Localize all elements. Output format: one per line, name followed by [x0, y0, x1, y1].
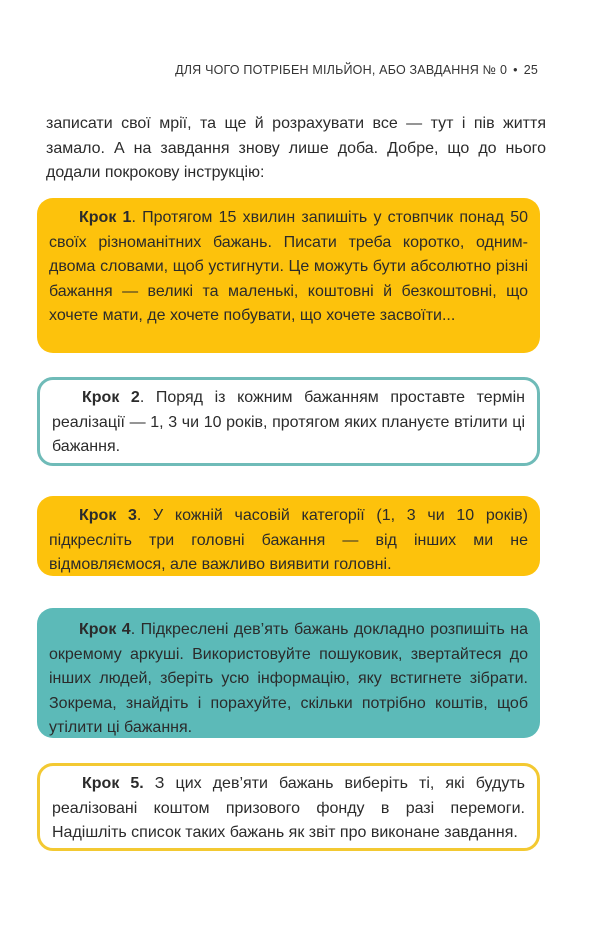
step-2-label: Крок 2: [82, 389, 140, 406]
step-4-box: [37, 608, 540, 738]
running-title: ДЛЯ ЧОГО ПОТРІБЕН МІЛЬЙОН, АБО ЗАВДАННЯ № 0: [175, 63, 508, 77]
step-3-label: Крок 3: [79, 507, 137, 524]
bullet-separator: •: [513, 63, 518, 77]
page-number: 25: [523, 63, 538, 77]
step-3-text: У кожній часовій категорії (1, 3 чи 10 років) підкресліть три головні бажання — від інших ми не відмовляємося, але важливо виявити головні.: [49, 507, 528, 573]
step-1-punct: .: [131, 209, 136, 226]
step-1-box: [37, 198, 540, 353]
intro-text: записати свої мрії, та ще й розрахувати все — тут і пів життя замало. А на завдання знову лише доба. Добре, що до нього додали покрокову інструкцію:: [46, 115, 546, 181]
step-3-box: [37, 496, 540, 576]
step-2-punct: .: [139, 389, 145, 406]
step-5-text: З цих дев’яти бажань виберіть ті, які будуть реалізовані коштом призового фонду в разі перемоги. Надішліть список таких бажань як звіт про виконане завдання.: [52, 775, 526, 841]
step-3-punct: .: [136, 507, 142, 524]
intro-paragraph: [46, 112, 546, 186]
running-head: [175, 63, 538, 77]
step-4-punct: .: [130, 621, 136, 638]
step-2-text: Поряд із кожним бажанням проставте термін реалізації — 1, 3 чи 10 років, протягом яких плануєте втілити ці бажання.: [52, 389, 525, 455]
step-5-box: [37, 763, 540, 851]
step-2-box: [37, 377, 540, 466]
step-1-label: Крок 1: [79, 209, 132, 226]
step-1-text: Протягом 15 хвилин запишіть у стовпчик понад 50 своїх різноманітних бажань. Писати треба коротко, одним-двома словами, щоб устигнути. Це можуть бути абсолютно різні бажання — великі та маленькі, коштовні й безкоштовні, що хочете мати, де хочете побувати, що хочете засвоїти...: [49, 209, 529, 324]
step-5-label: Крок 5.: [82, 775, 144, 792]
step-4-text: Підкреслені дев’ять бажань докладно розпишіть на окремому аркуші. Використовуйте пошуковик, звертайтеся до інших людей, зберіть усю інформацію, яку встигнете зібрати. Зокрема, знайдіть і порахуйте, скільки потрібно коштів, щоб утілити ці бажання.: [49, 621, 528, 736]
step-4-label: Крок 4: [79, 621, 131, 638]
